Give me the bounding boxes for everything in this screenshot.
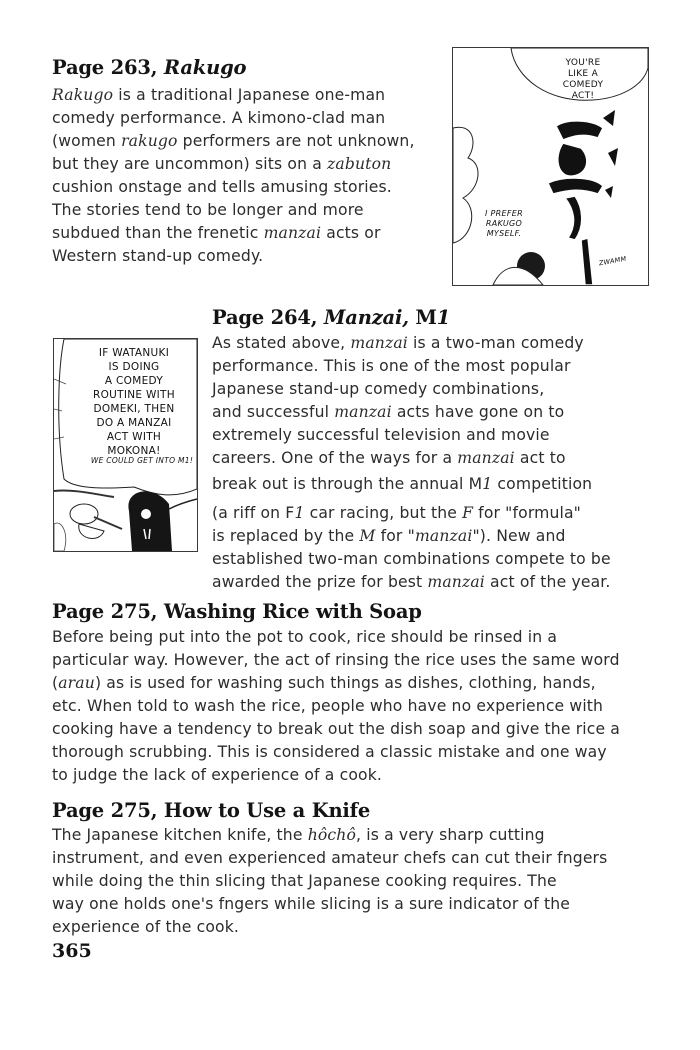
heading-manzai	[212, 306, 450, 329]
text: Before being put into the pot to cook, rice should be rinsed in a	[52, 628, 558, 646]
balloon-line: YOU'RE	[565, 58, 601, 68]
text-line	[212, 332, 611, 355]
text-line	[52, 870, 607, 893]
character-hair	[453, 127, 478, 243]
text: thorough scrubbing. This is considered a classic mistake and one way	[52, 743, 607, 761]
text: is a two-man comedy	[407, 334, 584, 352]
text: Western stand-up comedy.	[52, 247, 264, 265]
text-line	[52, 199, 415, 222]
text-line	[212, 473, 611, 496]
text: car racing, but the	[304, 504, 463, 522]
text: cooking have a tendency to break out the dish soap and give the rice a	[52, 720, 621, 738]
italic-term: F	[462, 504, 474, 522]
balloon-line: IF WATANUKI	[98, 347, 170, 359]
manga-illustration-manzai	[54, 339, 197, 551]
italic-term: M	[359, 527, 376, 545]
text-line	[52, 245, 415, 268]
text-line	[52, 847, 607, 870]
balloon-line: A COMEDY	[104, 375, 164, 387]
sfx-lettering	[548, 121, 603, 285]
text-line	[52, 916, 607, 939]
heading-italic: Rakugo	[163, 56, 247, 79]
text: ) as is used for washing such things as dishes, clothing, hands,	[94, 674, 596, 692]
text-line	[52, 176, 415, 199]
text: established two-man combinations compete to be	[212, 550, 611, 568]
text-line	[52, 84, 415, 107]
small-balloon-text: WE COULD GET INTO M1!	[90, 456, 194, 465]
text-line	[212, 525, 611, 548]
heading-italic: Manzai,	[323, 306, 409, 329]
balloon-line: DO A MANZAI	[96, 417, 172, 429]
paragraph-washing-rice	[52, 626, 620, 787]
italic-term: arau	[58, 674, 95, 692]
text-line	[52, 672, 620, 695]
text: experience of the cook.	[52, 918, 240, 936]
italic-term: manzai	[263, 224, 322, 242]
sfx-text: ZWAMM	[598, 254, 628, 268]
balloon-line: ACT!	[571, 91, 595, 101]
balloon-line: IS DOING	[108, 361, 160, 373]
text: while doing the thin slicing that Japanese cooking requires. The	[52, 872, 557, 890]
balloon-line: MYSELF.	[486, 229, 522, 238]
text: act of the year.	[484, 573, 611, 591]
paragraph-rakugo	[52, 84, 415, 268]
text: performance. This is one of the most popular	[212, 357, 571, 375]
italic-term: Rakugo	[52, 86, 114, 104]
text: instrument, and even experienced amateur chefs can cut their fngers	[52, 849, 608, 867]
text: for "	[375, 527, 415, 545]
text-line	[52, 130, 415, 153]
text-line	[212, 548, 611, 571]
balloon-line: COMEDY	[562, 80, 604, 90]
text: competition	[492, 475, 593, 493]
italic-term: manzai	[350, 334, 408, 352]
text: , is a very sharp cutting	[356, 826, 545, 844]
text: but they are uncommon) sits on a	[52, 155, 328, 173]
heading-prefix: Page 263,	[52, 56, 164, 79]
text: act to	[514, 449, 566, 467]
paragraph-manzai	[212, 332, 611, 594]
text: etc. When told to wash the rice, people who have no experience with	[52, 697, 604, 715]
balloon-line: DOMEKI, THEN	[93, 403, 175, 415]
manga-panel-manzai	[53, 338, 198, 552]
heading-suffix-italic: 1	[436, 306, 451, 329]
text: As stated above,	[212, 334, 351, 352]
mokona-eye	[141, 509, 151, 519]
heading-prefix: Page 264,	[212, 306, 324, 329]
text-line	[52, 718, 620, 741]
heading-washing-rice	[52, 600, 422, 623]
heading-rakugo	[52, 56, 246, 79]
text: careers. One of the ways for a	[212, 449, 458, 467]
balloon-line: RAKUGO	[485, 219, 523, 228]
italic-term: rakugo	[121, 132, 178, 150]
text: break out is through the annual M	[212, 475, 483, 493]
text-line	[52, 626, 620, 649]
balloon-line: ACT WITH	[106, 431, 162, 443]
text-line	[212, 502, 611, 525]
side-figure	[54, 523, 66, 551]
text: is replaced by the	[212, 527, 360, 545]
text-line	[52, 107, 415, 130]
sfx-lettering-accents	[603, 110, 618, 198]
text: subdued than the frenetic	[52, 224, 264, 242]
chopsticks	[94, 517, 122, 529]
text: The Japanese kitchen knife, the	[52, 826, 308, 844]
text: to judge the lack of experience of a cook.	[52, 766, 382, 784]
mokona-ear	[169, 499, 197, 509]
text-line	[52, 893, 607, 916]
balloon-line: ROUTINE WITH	[93, 389, 175, 401]
text-line	[52, 741, 620, 764]
italic-term: manzai	[427, 573, 485, 591]
text: (	[52, 674, 59, 692]
heading-text: Page 275, How to Use a Knife	[52, 799, 371, 822]
text: cushion onstage and tells amusing stories.	[52, 178, 392, 196]
page-number: 365	[52, 940, 92, 962]
text-line	[52, 764, 620, 787]
text-line	[212, 424, 611, 447]
manga-illustration-rakugo	[453, 48, 648, 285]
text-line	[212, 355, 611, 378]
text-line	[52, 695, 620, 718]
text: extremely successful television and movie	[212, 426, 550, 444]
text-line	[52, 824, 607, 847]
text: "). New and	[472, 527, 566, 545]
text: and successful	[212, 403, 335, 421]
text: for "formula"	[473, 504, 582, 522]
text: awarded the prize for best	[212, 573, 428, 591]
italic-term: hôchô	[307, 826, 357, 844]
heading-text: Page 275, Washing Rice with Soap	[52, 600, 422, 623]
italic-term: manzai	[414, 527, 473, 545]
balloon-line: MOKONA!	[107, 445, 161, 457]
paragraph-knife	[52, 824, 607, 939]
text: comedy performance. A kimono-clad man	[52, 109, 386, 127]
text: acts have gone on to	[391, 403, 565, 421]
text: is a traditional Japanese one-man	[113, 86, 386, 104]
text: The stories tend to be longer and more	[52, 201, 364, 219]
table-edge	[54, 491, 114, 497]
text: (a riff on F	[212, 504, 295, 522]
text: way one holds one's fngers while slicing is a sure indicator of the	[52, 895, 571, 913]
text: Japanese stand-up comedy combinations,	[212, 380, 545, 398]
italic-term: zabuton	[327, 155, 392, 173]
bowl	[79, 524, 104, 538]
text-line	[52, 649, 620, 672]
mokona-body	[128, 491, 172, 551]
text: particular way. However, the act of rinsing the rice uses the same word	[52, 651, 620, 669]
italic-term: 1	[294, 504, 305, 522]
rice-ball	[70, 504, 98, 524]
text: (women	[52, 132, 122, 150]
text-line	[212, 447, 611, 470]
manga-panel-rakugo	[452, 47, 649, 286]
heading-suffix: M	[408, 306, 437, 329]
balloon-line: LIKE A	[567, 69, 599, 79]
italic-term: manzai	[457, 449, 515, 467]
text-line	[52, 153, 415, 176]
text: acts or	[321, 224, 381, 242]
text-line	[212, 571, 611, 594]
heading-knife	[52, 799, 370, 822]
text: performers are not unknown,	[177, 132, 415, 150]
italic-term: 1	[482, 475, 493, 493]
balloon-line: I PREFER	[485, 209, 523, 218]
italic-term: manzai	[334, 403, 392, 421]
text-line	[52, 222, 415, 245]
text-line	[212, 401, 611, 424]
text-line	[212, 378, 611, 401]
